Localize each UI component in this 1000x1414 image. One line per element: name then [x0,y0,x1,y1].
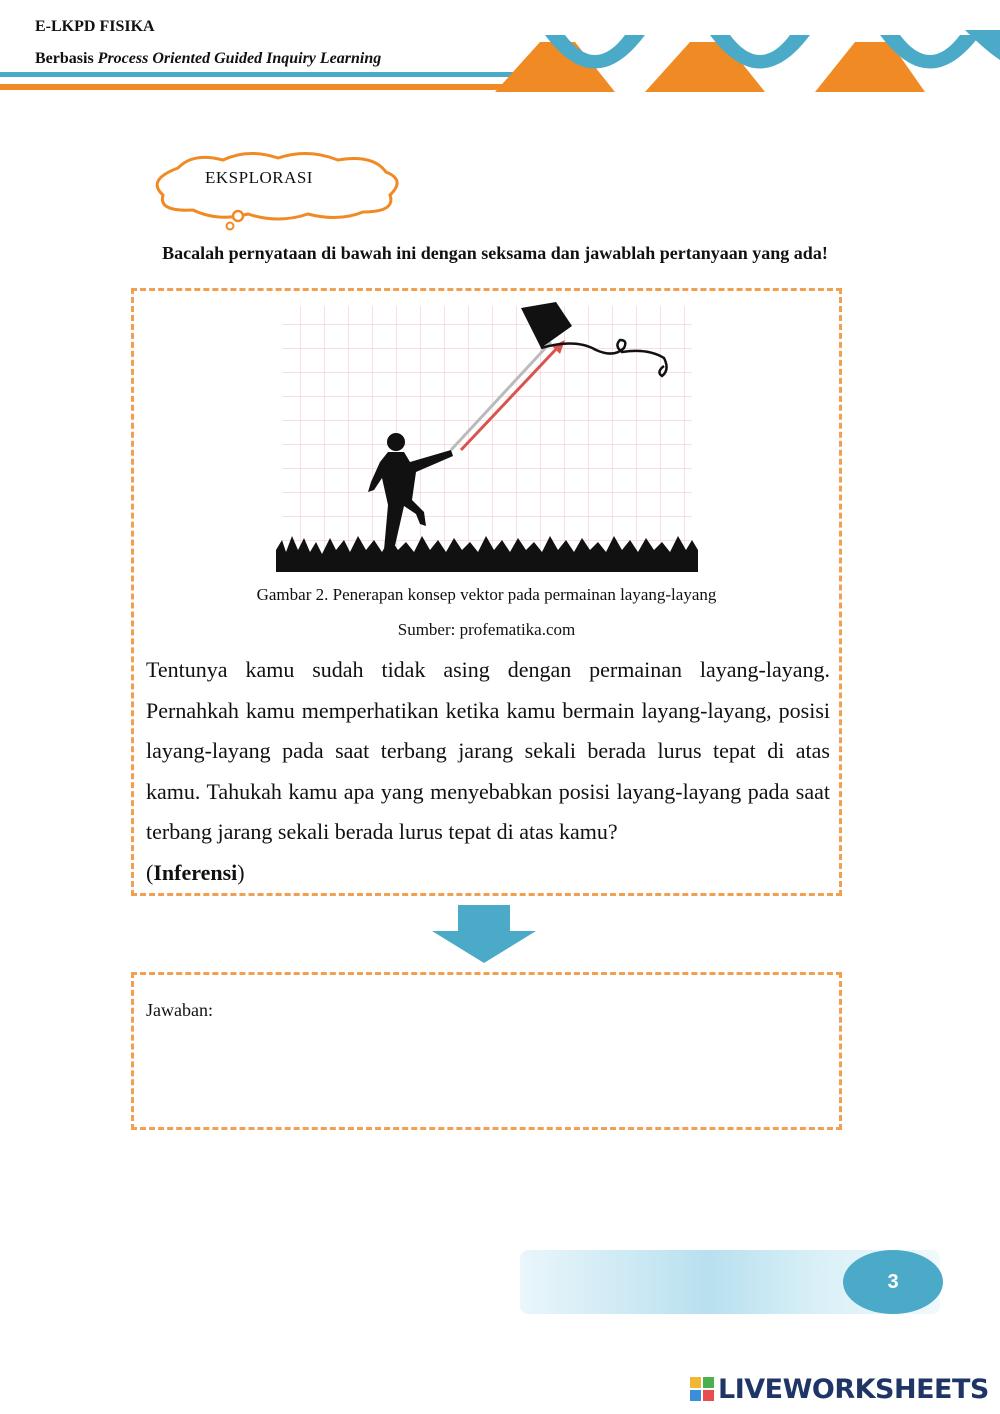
answer-label: Jawaban: [146,1000,213,1020]
kite-boy-illustration [276,300,698,572]
question-text: Tentunya kamu sudah tidak asing dengan permainan layang-layang. Pernahkah kamu memperhatikan ketika kamu bermain layang-layang, posisi layang-layang pada saat terbang jarang sekali berada lurus tepat di atas kamu. Tahukah kamu apa yang menyebabkan posisi layang-layang pada saat terbang jarang sekali berada lurus tepat di atas kamu? [146,657,830,844]
header-wave-decoration [495,30,1000,95]
figure-caption: Gambar 2. Penerapan konsep vektor pada permainan layang-layang [256,585,717,604]
liveworksheets-logo[interactable] [690,1374,989,1404]
answer-box[interactable] [131,972,842,1130]
brand-name: LIVEWORKSHEETS [718,1373,989,1405]
instruction-text: Bacalah pernyataan di bawah ini dengan seksama dan jawablah pertanyaan yang ada! [162,243,828,263]
figure-source: Sumber: profematika.com [397,620,576,639]
header-rule-blue [0,72,520,77]
header-rule-orange [0,84,520,90]
cloud-callout-icon [148,150,408,235]
arrow-down-icon [430,905,538,965]
liveworksheets-logo-icon [690,1377,714,1401]
question-paragraph: Tentunya kamu sudah tidak asing dengan permainan layang-layang. Pernahkah kamu memperhatikan ketika kamu bermain layang-layang, posisi layang-layang pada saat terbang jarang sekali berada lurus tepat di atas kamu. Tahukah kamu apa yang menyebabkan posisi layang-layang pada saat terbang jarang sekali berada lurus tepat di atas kamu? (Inferensi) [146,657,830,885]
page-number: 3 [843,1250,943,1314]
skill-tag: Inferensi [153,859,238,885]
section-label: EKSPLORASI [205,168,313,187]
document-subtitle: Berbasis Process Oriented Guided Inquiry Learning [35,50,382,67]
document-title: E-LKPD FISIKA [35,18,155,35]
